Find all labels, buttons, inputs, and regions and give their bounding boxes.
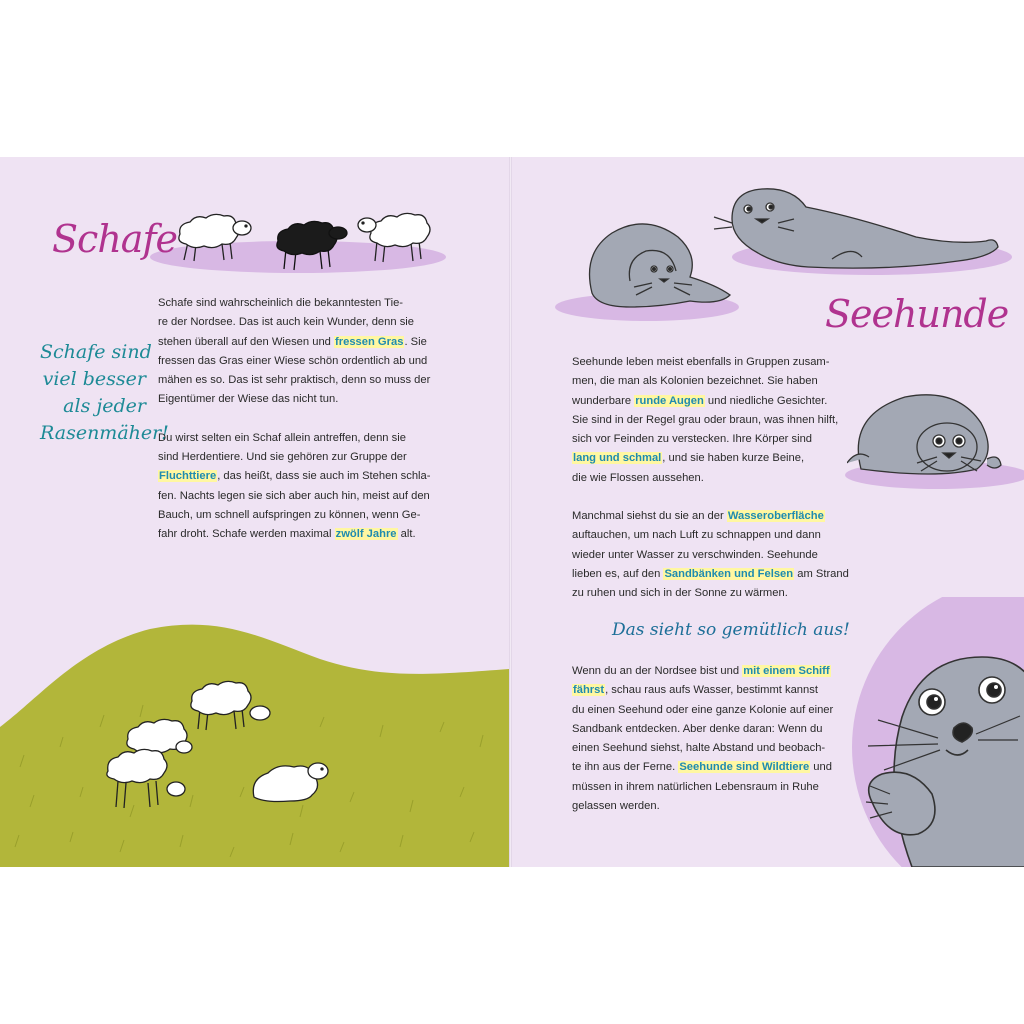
text-line: müssen in ihrem natürlichen Lebensraum in Ruhe: [572, 780, 819, 793]
aside-line: Schafe sind: [40, 341, 152, 363]
text-line: sind Herdentiere. Und sie gehören zur Gruppe der: [158, 451, 407, 464]
text-line: fen. Nachts legen sie sich aber auch hin, meist auf den: [158, 489, 430, 502]
page-title-seehunde: Seehunde: [825, 292, 1009, 336]
curled-seal-icon: [582, 223, 742, 319]
text-run: , schau raus aufs Wasser, bestimmt kannst: [605, 684, 818, 697]
aside-line: Rasenmäher!: [40, 422, 169, 444]
body-text-seehunde-2: [572, 662, 872, 835]
text-line: fressen das Gras einer Wiese schön ordentlich ab und: [158, 354, 428, 367]
text-line: [158, 467, 458, 486]
text-run: Manchmal siehst du sie an der: [572, 510, 727, 523]
right-page: [512, 157, 1024, 867]
highlighted-keyword: lang und schmal: [573, 452, 662, 465]
text-line: sich vor Feinden zu verstecken. Ihre Körper sind: [572, 433, 813, 446]
text-run: . Sie: [404, 335, 427, 348]
text-line: Bauch, um schnell aufspringen zu können, wenn Ge-: [158, 508, 421, 521]
text-line: Seehunde leben meist ebenfalls in Gruppen zusam-: [572, 356, 830, 368]
text-run: lieben es, auf den: [572, 567, 664, 580]
text-run: wunderbare: [572, 394, 635, 407]
book-spread: [0, 157, 1024, 867]
text-line: einen Seehund siehst, halte Abstand und beobach-: [572, 742, 826, 755]
text-run: und: [810, 761, 832, 774]
text-line: re der Nordsee. Das ist auch kein Wunder, denn sie: [158, 316, 415, 329]
text-line: [572, 507, 872, 526]
paragraph: [572, 507, 872, 603]
text-run: alt.: [397, 528, 416, 541]
highlighted-keyword: fährst: [573, 684, 605, 697]
big-seal-icon: [852, 642, 1024, 867]
text-run: Wenn du an der Nordsee bist und: [572, 665, 743, 677]
white-sheep-icon: [355, 209, 439, 265]
text-line: [572, 449, 872, 468]
text-line: [572, 758, 872, 777]
text-line: Schafe sind wahrscheinlich die bekanntesten Tie-: [158, 297, 404, 309]
body-text-seehunde: [572, 353, 872, 623]
text-run: te ihn aus der Ferne.: [572, 761, 679, 774]
text-run: fahr droht. Schafe werden maximal: [158, 528, 335, 541]
lying-seal-icon: [712, 179, 1002, 274]
text-line: Du wirst selten ein Schaf allein antreffen, denn sie: [158, 431, 406, 444]
text-line: [572, 392, 872, 411]
highlighted-keyword: Fluchttiere: [159, 470, 217, 483]
text-run: am Strand: [794, 567, 849, 580]
paragraph: [572, 662, 872, 816]
text-line: mähen es so. Das ist sehr praktisch, denn so muss der: [158, 374, 431, 387]
highlighted-keyword: Wasseroberfläche: [727, 510, 824, 523]
resting-sheep-icon: [250, 757, 336, 807]
aside-line: als jeder: [63, 395, 146, 417]
grazing-sheep-icon: [102, 745, 192, 811]
paragraph: [158, 429, 458, 545]
highlighted-keyword: mit einem Schiff: [743, 665, 830, 677]
paragraph: [572, 353, 872, 488]
highlighted-keyword: Seehunde sind Wildtiere: [679, 761, 810, 774]
text-line: die wie Flossen aussehen.: [572, 471, 704, 484]
text-run: , das heißt, dass sie auch im Stehen schla-: [217, 470, 431, 483]
text-line: men, die man als Kolonien bezeichnet. Sie haben: [572, 375, 818, 388]
text-line: Sandbank entdecken. Aber denke daran: Wenn du: [572, 722, 823, 735]
highlighted-keyword: Sandbänken und Felsen: [664, 567, 794, 580]
text-run: , und sie haben kurze Beine,: [662, 452, 805, 465]
aside-quote: [40, 339, 169, 447]
paragraph: [158, 294, 458, 410]
grazing-sheep-icon: [186, 677, 278, 733]
text-line: [572, 662, 872, 681]
text-line: [158, 525, 458, 544]
page-title-schafe: Schafe: [52, 217, 177, 261]
text-line: zu ruhen und sich in der Sonne zu wärmen.: [572, 587, 788, 600]
white-sheep-icon: [170, 212, 256, 264]
text-run: und niedliche Gesichter.: [704, 394, 828, 407]
text-line: wieder unter Wasser zu verschwinden. Seehunde: [572, 548, 818, 561]
text-line: Sie sind in der Regel grau oder braun, was ihnen hilft,: [572, 413, 839, 426]
text-line: du einen Seehund oder eine ganze Kolonie auf einer: [572, 703, 834, 716]
left-page: [0, 157, 509, 867]
subheading: Das sieht so gemütlich aus!: [612, 620, 850, 640]
highlighted-keyword: runde Augen: [635, 394, 704, 407]
text-run: stehen überall auf den Wiesen und: [158, 335, 335, 348]
highlighted-keyword: fressen Gras: [335, 335, 404, 348]
aside-line: viel besser: [42, 368, 146, 390]
text-line: [158, 333, 458, 352]
text-line: [572, 565, 872, 584]
text-line: Eigentümer der Wiese das nicht tun.: [158, 393, 339, 406]
meadow-illustration: [0, 607, 509, 867]
black-sheep-icon: [272, 217, 352, 273]
text-line: [572, 681, 872, 700]
text-line: gelassen werden.: [572, 800, 660, 813]
text-line: auftauchen, um nach Luft zu schnappen und dann: [572, 529, 821, 542]
body-text-schafe: [158, 294, 458, 564]
highlighted-keyword: zwölf Jahre: [335, 528, 397, 541]
